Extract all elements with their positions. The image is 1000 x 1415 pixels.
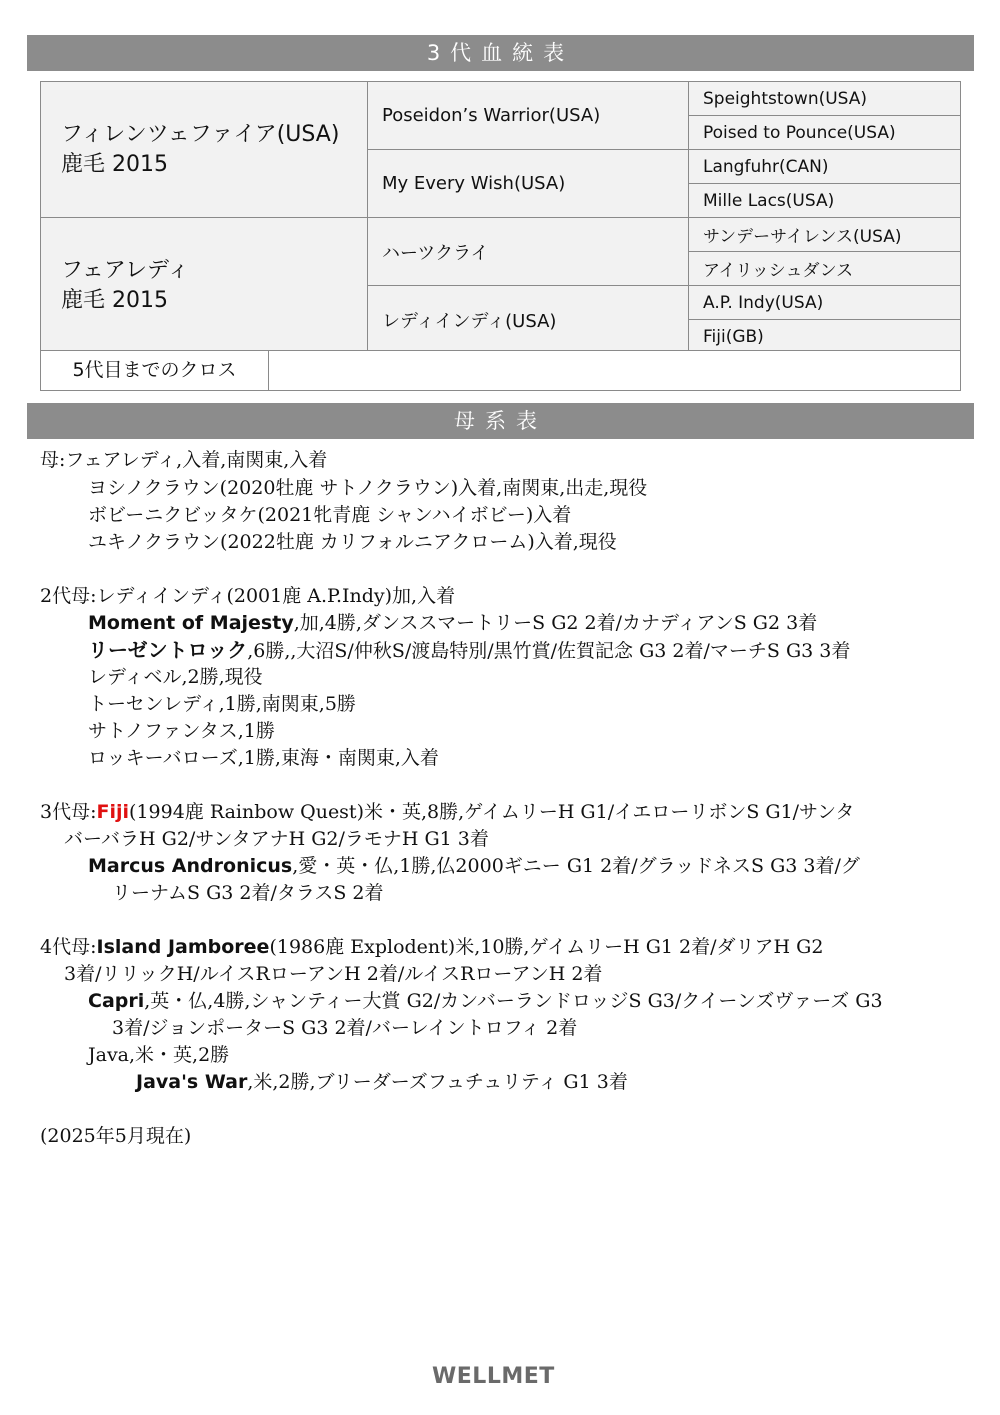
dam-line: 母:フェアレディ,入着,南関東,入着 [40, 449, 328, 471]
family-header: 母系表 [27, 403, 974, 439]
pedigree-header: 3代血統表 [27, 35, 974, 71]
g4-name: Island Jamboree [96, 936, 270, 958]
g2-other-1: レディベル,2勝,現役 [88, 666, 263, 688]
gen2-cell-1: Poseidon’s Warrior(USA) [368, 82, 689, 150]
sire-info: 鹿毛 2015 [61, 151, 168, 177]
g4-record: (1986鹿 Explodent)米,10勝,ゲイムリーH G1 2着/ダリアH G2 [269, 936, 824, 958]
g4-other-1-foal [136, 1069, 628, 1095]
g3-line [40, 799, 854, 825]
dam-foal-2: ボビーニクビッタケ(2021牝青鹿 シャンハイボビー)入着 [88, 504, 572, 526]
g4-line-cont: 3着/リリックH/ルイスRローアンH 2着/ルイスRローアンH 2着 [64, 963, 603, 985]
g3-name: Fiji [96, 801, 130, 823]
g2-line: 2代母:レディインディ(2001鹿 A.P.Indy)加,入着 [40, 585, 456, 607]
g4-notable-1-name: Capri [88, 990, 145, 1012]
dam-foal-1: ヨシノクラウン(2020牡鹿 サトノクラウン)入着,南関東,出走,現役 [88, 477, 648, 499]
g4-prefix: 4代母: [40, 936, 97, 958]
g4-other-1-foal-name: Java's War [136, 1071, 248, 1093]
g3-notable-1 [88, 853, 860, 879]
g4-line [40, 934, 823, 960]
pedigree-table [40, 81, 961, 354]
gen2-cell-2: My Every Wish(USA) [368, 150, 689, 218]
sire-name: フィレンツェファイア(USA) [61, 121, 340, 147]
cross-label: 5代目までのクロス [41, 351, 269, 390]
g3-notable-1-name: Marcus Andronicus [88, 855, 293, 877]
g3-notable-1-cont: リーナムS G3 2着/タラスS 2着 [112, 882, 384, 904]
gen3-cell-3: Langfuhr(CAN) [689, 150, 961, 184]
as-of-date: (2025年5月現在) [40, 1125, 192, 1147]
gen3-cell-2: Poised to Pounce(USA) [689, 116, 961, 150]
g2-other-2: トーセンレディ,1勝,南関東,5勝 [88, 693, 356, 715]
gen3-cell-8: Fiji(GB) [689, 320, 961, 354]
gen3-cell-7: A.P. Indy(USA) [689, 286, 961, 320]
g2-other-4: ロッキーバローズ,1勝,東海・南関東,入着 [88, 747, 439, 769]
cross-row [40, 350, 961, 391]
dam-foal-3: ユキノクラウン(2022牡鹿 カリフォルニアクローム)入着,現役 [88, 531, 617, 553]
wellmet-logo: WELLMET [432, 1364, 555, 1389]
gen3-cell-1: Speightstown(USA) [689, 82, 961, 116]
gen2-cell-3: ハーツクライ [368, 218, 689, 286]
sire-cell [41, 82, 368, 218]
g3-notable-1-record: ,愛・英・仏,1勝,仏2000ギニー G1 2着/グラッドネスS G3 3着/グ [292, 855, 860, 877]
dam-info: 鹿毛 2015 [61, 287, 168, 313]
g4-notable-1-record: ,英・仏,4勝,シャンティー大賞 G2/カンバーランドロッジS G3/クイーンズヴァーズ G3 [144, 990, 883, 1012]
g2-notable-2 [88, 637, 850, 664]
g4-other-1: Java,米・英,2勝 [88, 1044, 230, 1066]
g2-notable-2-record: ,6勝,,大沼S/仲秋S/渡島特別/黒竹賞/佐賀記念 G3 2着/マーチS G3 3着 [247, 640, 851, 662]
dam-name: フェアレディ [61, 257, 190, 283]
gen3-cell-4: Mille Lacs(USA) [689, 184, 961, 218]
dam-cell [41, 218, 368, 354]
g3-prefix: 3代母: [40, 801, 97, 823]
g2-notable-1-name: Moment of Majesty [88, 612, 294, 634]
g4-notable-1 [88, 988, 883, 1014]
g4-other-1-foal-record: ,米,2勝,ブリーダーズフュチュリティ G1 3着 [247, 1071, 628, 1093]
g2-notable-1 [88, 610, 817, 636]
g2-notable-2-name: リーゼントロック [88, 638, 248, 662]
g3-line-cont: バーバラH G2/サンタアナH G2/ラモナH G1 3着 [64, 828, 489, 850]
gen3-cell-6: アイリッシュダンス [689, 252, 961, 286]
g3-record: (1994鹿 Rainbow Quest)米・英,8勝,ゲイムリーH G1/イエローリボンS G1/サンタ [129, 801, 855, 823]
g2-other-3: サトノファンタス,1勝 [88, 720, 275, 742]
g2-notable-1-record: ,加,4勝,ダンススマートリーS G2 2着/カナディアンS G2 3着 [293, 612, 818, 634]
gen2-cell-4: レディインディ(USA) [368, 286, 689, 354]
g4-notable-1-cont: 3着/ジョンポーターS G3 2着/バーレイントロフィ 2着 [112, 1017, 578, 1039]
gen3-cell-5: サンデーサイレンス(USA) [689, 218, 961, 252]
